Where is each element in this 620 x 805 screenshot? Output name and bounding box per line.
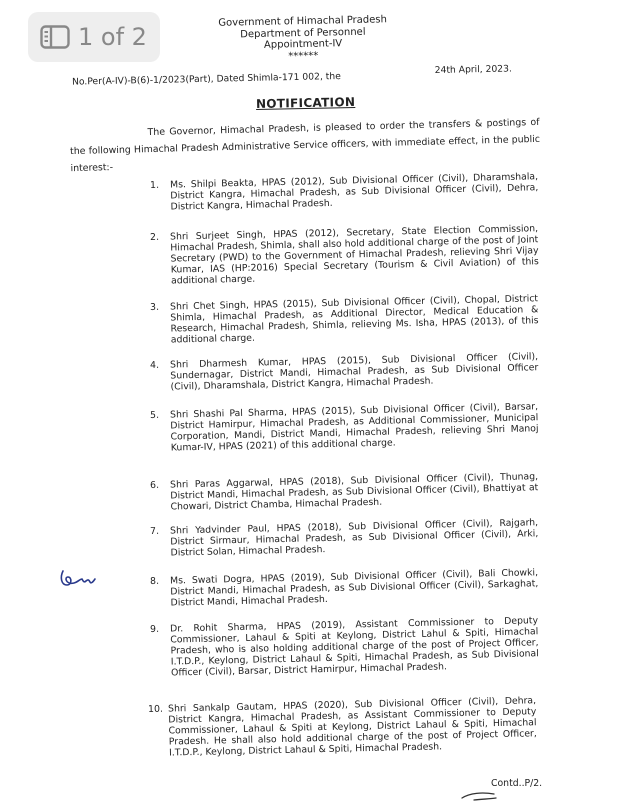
list-item-number: 3. [150,301,160,313]
list-item-number: 7. [150,525,160,537]
document-title: NOTIFICATION [255,94,356,112]
list-item-text: Shri Dharmesh Kumar, HPAS (2015), Sub Divisional Officer (Civil), Sundernagar, District Mandi, Himachal Pradesh, as Sub Divisional Officer (Civil), Dharamshala, District Kangra, Himachal Pradesh. [169,351,539,393]
list-item-text: Shri Paras Aggarwal, HPAS (2018), Sub Divisional Officer (Civil), Thunag, District Mandi, Himachal Pradesh, as Sub Divisional Officer (Civil), Bhattiyat at Chowari, District Chamba, Himachal Pradesh. [169,471,539,513]
page-indicator-badge[interactable] [28,12,160,62]
intro-paragraph: The Governor, Himachal Pradesh, is pleased to order the transfers & postings of the following Himachal Pradesh Administrative Service officers, with immediate effect, in the public interest:- [69,116,541,175]
list-item-text: Shri Surjeet Singh, HPAS (2012), Secretary, State Election Commission, Himachal Pradesh, Shimla, shall also hold additional charge of the post of Joint Secretary (PWD) to the Government of Himachal Pradesh, relieving Shri Vijay Kumar, IAS (HP:2016) Special Secretary (Tourism & Civil Aviation) of this additional charge. [169,223,539,287]
list-item-number: 2. [150,231,160,243]
letterhead [208,14,399,64]
list-item-number: 1. [150,179,160,191]
list-item-number: 6. [150,479,160,491]
list-item-text: Ms. Shilpi Beakta, HPAS (2012), Sub Divisional Officer (Civil), Dharamshala, District Kangra, Himachal Pradesh, as Sub Divisional Officer (Civil), Dehra, District Kangra, Himachal Pradesh. [169,171,539,213]
letterhead-line-2: Department of Personnel [240,26,366,40]
list-item-text: Shri Yadvinder Paul, HPAS (2018), Sub Divisional Officer (Civil), Rajgarh, District Sirmaur, Himachal Pradesh, as Sub Divisional Officer (Civil), Arki, District Solan, Himachal Pradesh. [169,517,539,559]
list-item-text: Ms. Swati Dogra, HPAS (2019), Sub Divisional Officer (Civil), Bali Chowki, District Mandi, Himachal Pradesh, as Sub Divisional Officer (Civil), Sarkaghat, District Mandi, Himachal Pradesh. [169,567,539,609]
letterhead-line-3: Appointment-IV [263,38,343,51]
list-item-text: Dr. Rohit Sharma, HPAS (2019), Assistant Commissioner to Deputy Commissioner, Lahaul & Spiti at Keylong, District Lahul & Spiti, Himachal Pradesh, who is also holding additional charge of the post of Project Officer, I.T.D.P., Keylong, District Lahaul & Spiti, Himachal Pradesh, as Sub Divisional Officer (Civil), Barsar, District Hamirpur, Himachal Pradesh. [169,615,539,679]
handwritten-initials-icon [58,567,100,591]
reference-number: No.Per(A-IV)-B(6)-1/2023(Part), Dated Shimla-171 002, the [71,70,341,88]
letterhead-line-1: Government of Himachal Pradesh [218,14,388,29]
list-item-text: Shri Chet Singh, HPAS (2015), Sub Divisional Officer (Civil), Chopal, District Shimla, Himachal Pradesh, as Additional Director, Medical Education & Research, Himachal Pradesh, Shimla, relieving Ms. Isha, HPAS (2013), of this additional charge. [169,293,539,346]
reference-line [71,63,512,88]
continued-note: Contd..P/2. [491,778,543,789]
reference-date: 24th April, 2023. [434,63,512,77]
list-item-text: Shri Shashi Pal Sharma, HPAS (2015), Sub Divisional Officer (Civil), Barsar, District Hamirpur, Himachal Pradesh, as Additional Commissioner, Municipal Corporation, Mandi, District Mandi, Himachal Pradesh, relieving Shri Manoj Kumar-IV, HPAS (2021) of this additional charge. [169,401,539,454]
letterhead-line-4: ****** [288,50,319,62]
list-item-text: Shri Sankalp Gautam, HPAS (2020), Sub Divisional Officer (Civil), Dehra, District Kangra, Himachal Pradesh, as Assistant Commissioner to Deputy Commissioner, Lahaul & Spiti at Keylong, District Lahaul & Spiti, Himachal Pradesh. He shall also hold additional charge of the post of Project Officer, I.T.D.P., Keylong, District Lahaul & Spiti, Himachal Pradesh. [167,695,537,759]
list-item-number: 8. [150,575,160,587]
pen-stroke-icon [460,790,500,802]
list-item-number: 4. [150,359,160,371]
list-item-number: 9. [150,623,160,635]
list-item-number: 5. [150,409,160,421]
page-indicator-text: 1 of 2 [78,23,147,51]
sidebar-icon[interactable] [40,25,70,49]
list-item-number: 10. [148,703,164,715]
